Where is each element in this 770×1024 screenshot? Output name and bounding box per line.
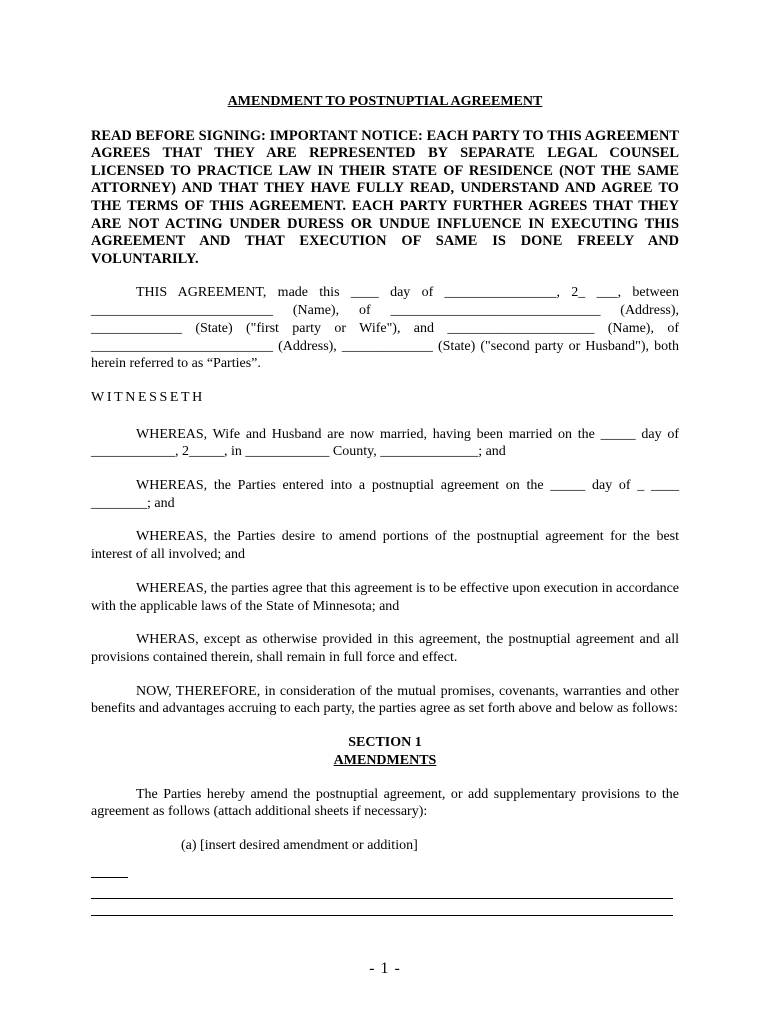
whereas-marriage: WHEREAS, Wife and Husband are now married, having been married on the _____ day of ____________, 2_____, in ____________ County, ______________; and <box>91 426 679 460</box>
section-heading <box>91 734 679 769</box>
whereas-remain-in-force: WHERAS, except as otherwise provided in this agreement, the postnuptial agreement and all provisions contained therein, shall remain in full force and effect. <box>91 632 679 665</box>
witnesseth-heading: WITNESSETH <box>91 389 205 405</box>
section-number: SECTION 1 <box>348 735 422 751</box>
agreement-intro: THIS AGREEMENT, made this ____ day of ________________, 2_ ___, between __________________________ (Name), of ______________________________ (Address), _____________ (State) ("first party or Wife"), and _____________________ (Name), of __________________________ (Address), _____________ (State) ("second party or Husband"), both herein referred to as “Parties”. <box>91 285 679 372</box>
blank-line <box>91 899 673 916</box>
blank-line <box>91 882 673 899</box>
now-therefore-clause: NOW, THEREFORE, in consideration of the mutual promises, covenants, warranties and other benefits and advantages accruing to each party, the parties agree as set forth above and below as follows: <box>91 683 679 717</box>
whereas-desire-amend: WHEREAS, the Parties desire to amend portions of the postnuptial agreement for the best interest of all involved; and <box>91 529 679 563</box>
page-number: - 1 - <box>369 960 401 977</box>
section-body: The Parties hereby amend the postnuptial agreement, or add supplementary provisions to the agreement as follows (attach additional sheets if necessary): <box>91 786 679 820</box>
document-title: AMENDMENT TO POSTNUPTIAL AGREEMENT <box>227 94 543 109</box>
section-title: AMENDMENTS <box>333 752 437 768</box>
whereas-effective: WHEREAS, the parties agree that this agreement is to be effective upon execution in accordance with the applicable laws of the State of Minnesota; and <box>91 580 679 614</box>
amendment-item-a: (a) [insert desired amendment or addition] <box>181 837 418 853</box>
whereas-postnuptial-date: WHEREAS, the Parties entered into a postnuptial agreement on the _____ day of _ ____ ________; and <box>91 478 679 511</box>
blank-line-short <box>91 863 128 878</box>
document-body <box>91 93 679 916</box>
important-notice: READ BEFORE SIGNING: IMPORTANT NOTICE: EACH PARTY TO THIS AGREEMENT AGREES THAT THEY ARE REPRESENTED BY SEPARATE LEGAL COUNSEL LICENSED TO PRACTICE LAW IN THEIR STATE OF RESIDENCE (NOT THE SAME ATTORNEY) AND THAT THEY HAVE FULLY READ, UNDERSTAND AND AGREE TO THE TERMS OF THIS AGREEMENT. EACH PARTY FURTHER AGREES THAT THEY ARE NOT ACTING UNDER DURESS OR UNDUE INFLUENCE IN EXECUTING THIS AGREEMENT AND THAT EXECUTION OF SAME IS DONE FREELY AND VOLUNTARILY. <box>91 127 679 267</box>
